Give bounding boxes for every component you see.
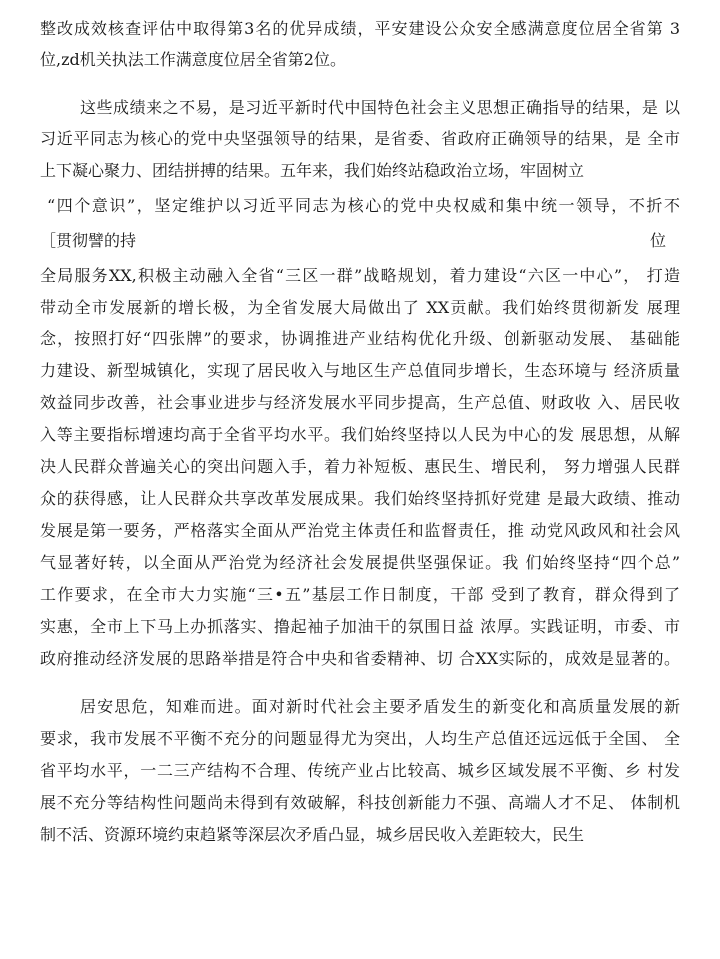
- text-line: 力建设、新型城镇化，实现了居民收入与地区生产总值同步增长，生态环境与 经济质量: [40, 361, 680, 380]
- text-line: 上下凝心聚力、团结拼搏的结果。五年来，我们始终站稳政治立场，牢固树立: [40, 161, 585, 180]
- text-line: 念，按照打好“四张牌”的要求，协调推进产业结构优化升级、创新驱动发展、 基础能: [40, 329, 680, 348]
- text-line: 工作要求，在全市大力实施“三•五”基层工作日制度，干部 受到了教育，群众得到了: [40, 585, 680, 604]
- text-line: 政府推动经济发展的思路举措是符合中央和省委精神、切 合XX实际的，成效是显著的。: [40, 649, 680, 668]
- text-line: 展不充分等结构性问题尚未得到有效破解，科技创新能力不强、高端人才不足、 体制机: [40, 793, 680, 812]
- text-line: 众的获得感，让人民群众共享改革发展成果。我们始终坚持抓好党建 是最大政绩、推动: [40, 489, 680, 508]
- text-line: 要求，我市发展不平衡不充分的问题显得尤为突出，人均生产总值还远远低于全国、 全: [40, 729, 680, 748]
- text-line: [40, 230, 680, 252]
- text-line: 整改成效核查评估中取得第3名的优异成绩，平安建设公众安全感满意度位居全省第 3: [40, 19, 680, 38]
- text-line: 制不活、资源环境约束趋紧等深层次矛盾凸显，城乡居民收入差距较大，民生: [40, 825, 585, 844]
- text-line: 习近平同志为核心的党中央坚强领导的结果，是省委、省政府正确领导的结果，是 全市: [40, 129, 680, 148]
- text-line: “四个意识”，坚定维护以习近平同志为核心的党中央权威和集中统一领导，不折不: [47, 196, 680, 215]
- bracket-text-right: 位: [649, 231, 666, 250]
- text-line: 这些成绩来之不易，是习近平新时代中国特色社会主义思想正确指导的结果，是 以: [80, 98, 680, 117]
- text-line: 实惠，全市上下马上办抓落实、撸起袖子加油干的氛围日益 浓厚。实践证明，市委、市: [40, 617, 680, 636]
- text-line: 位,zd机关执法工作满意度位居全省第2位。: [40, 50, 346, 69]
- bracket-text-left: ［贯彻譬的持: [40, 231, 137, 250]
- text-line: 带动全市发展新的增长极，为全省发展大局做出了 XX贡献。我们始终贯彻新发 展理: [40, 298, 680, 317]
- text-line: 决人民群众普遍关心的突出问题入手，着力补短板、惠民生、增民利， 努力增强人民群: [40, 457, 680, 476]
- text-line: 省平均水平，一二三产结构不合理、传统产业占比较高、城乡区域发展不平衡、乡 村发: [40, 761, 680, 780]
- text-line: 全局服务XX,积极主动融入全省“三区一群”战略规划，着力建设“六区一中心”， 打造: [40, 266, 680, 285]
- text-line: 居安思危，知难而进。面对新时代社会主要矛盾发生的新变化和高质量发展的新: [80, 697, 680, 716]
- text-line: 气显著好转，以全面从严治党为经济社会发展提供坚强保证。我 们始终坚持“四个总”: [40, 553, 680, 572]
- text-line: 效益同步改善，社会事业进步与经济发展水平同步提高，生产总值、财政收 入、居民收: [40, 393, 680, 412]
- text-line: 入等主要指标增速均高于全省平均水平。我们始终坚持以人民为中心的发 展思想，从解: [40, 425, 680, 444]
- text-line: 发展是第一要务，严格落实全面从严治党主体责任和监督责任，推 动党风政风和社会风: [40, 521, 680, 540]
